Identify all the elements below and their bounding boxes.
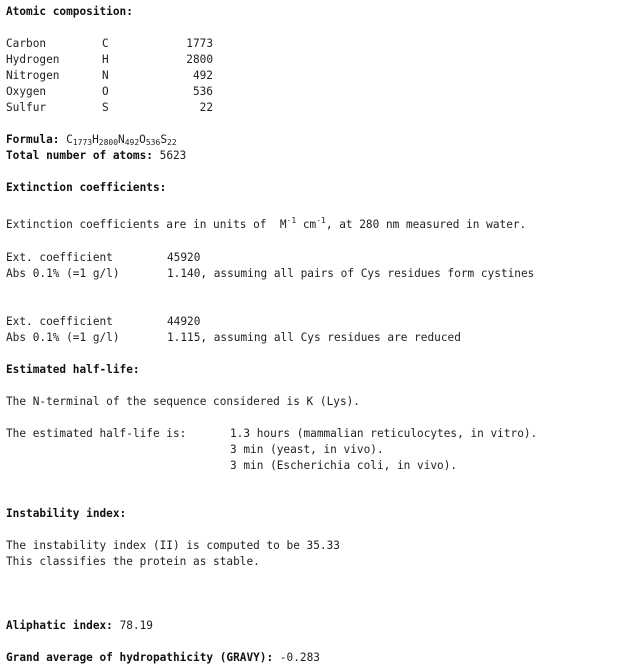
half-life-heading: Estimated half-life: [6,363,140,376]
formula-value: $C_{1773}H_{2800}N_{492}O_{536}S_{22}$ [66,133,177,147]
gravy-line [6,650,320,666]
ext-coefficient-value: 45920 [167,251,201,264]
ext-coefficient-label: Ext. coefficient [6,315,113,328]
extinction-units-line: Extinction coefficients are in units of $M^{-1}$ $cm^{-1}$, at 280 nm measured in water. [6,216,527,231]
extinction-heading: Extinction coefficients: [6,181,167,194]
aliphatic-index-value: 78.19 [119,619,153,632]
aliphatic-index-line [6,618,153,634]
atomic-composition-heading: Atomic composition: [6,5,133,18]
total-atoms-label: Total number of atoms: [6,149,153,162]
instability-classification: This classifies the protein as stable. [6,555,260,568]
aliphatic-index-label: Aliphatic index: [6,619,113,632]
instability-value-line: The instability index (II) is computed to be 35.33 [6,539,340,552]
instability-heading: Instability index: [6,507,127,520]
total-atoms-value: 5623 [159,149,187,162]
half-life-ecoli: 3 min (Escherichia coli, in vivo). [230,459,458,472]
protparam-results: Atomic composition: Carbon C 1773 Hydrogen H 2800 Nitrogen N 492 Oxygen O 536 Sulfur S 22 Formula: $C_{1773}H_{2800}N_{492}O_{536}S_{22}$ Total number of atoms: 5623 Extinction coefficients: Extinction coefficients are in units of $M^{-1}$ $cm^{-1}$, at 280 nm measured in water. Ext. coefficient 45920 Abs 0.1% (=1 g/l) 1.140, assuming all pairs of Cys residues form cystines Ext. coefficient 44920 Abs 0.1% (=1 g/l) 1.115, assuming all Cys residues are reduced Estimated half-life: The N-terminal of the sequence considered is K (Lys). The estimated half-life is: 1.3 hours (mammalian reticulocytes, in vitro). 3 min (yeast, in vivo). 3 min (Escherichia coli, in vivo). Instability index: The instability index (II) is computed to be 35.33 This classifies the protein as stable. Aliphatic index: 78.19 Grand average of hydropathicity (GRAVY): -0.283 [6,5,538,664]
ext-coefficient-label: Ext. coefficient [6,251,113,264]
n-terminal-line: The N-terminal of the sequence considered is K (Lys). [6,395,360,408]
half-life-mammalian: 1.3 hours (mammalian reticulocytes, in vitro). [230,427,538,440]
abs-value: 1.140, assuming all pairs of Cys residues form cystines [167,267,535,280]
abs-value: 1.115, assuming all Cys residues are reduced [167,331,461,344]
gravy-label: Grand average of hydropathicity (GRAVY): [6,651,274,664]
formula-line [6,132,177,148]
ext-coefficient-value: 44920 [167,315,201,328]
abs-label: Abs 0.1% (=1 g/l) [6,331,120,344]
gravy-value: -0.283 [279,651,320,664]
abs-label: Abs 0.1% (=1 g/l) [6,267,120,280]
formula-label: Formula: [6,133,60,146]
half-life-yeast: 3 min (yeast, in vivo). [230,443,384,456]
half-life-label: The estimated half-life is: [6,427,187,440]
total-atoms-line [6,148,186,164]
